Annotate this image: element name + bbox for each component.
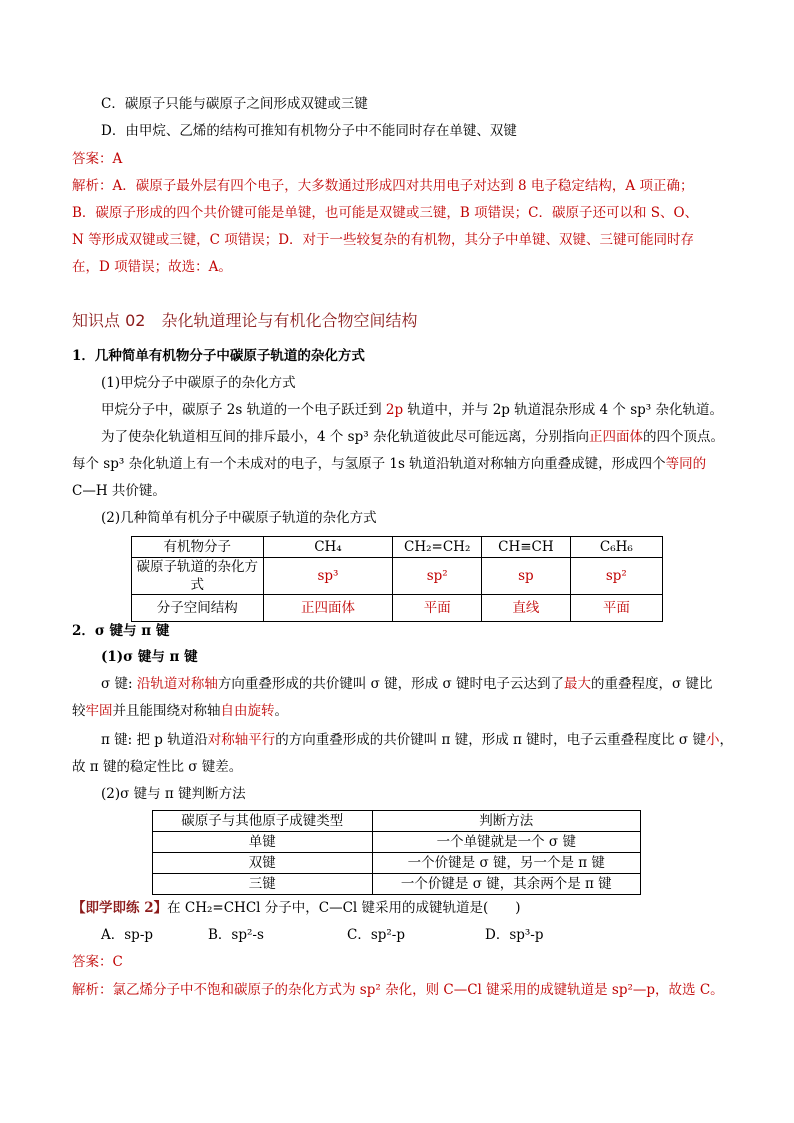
subheading-2-1: (1)σ 键与 π 键 xyxy=(101,649,198,665)
table-cell: sp² xyxy=(570,558,662,595)
pi-paragraph-1: π 键: 把 p 轨道沿对称轴平行的方向重叠形成的共价键叫 π 键，形成 π 键时，电子云重叠程度比 σ 键小， xyxy=(101,732,733,748)
table-row xyxy=(153,832,641,853)
option-c: C．碳原子只能与碳原子之间形成双键或三键 xyxy=(101,96,368,112)
table-cell: CH≡CH xyxy=(482,537,571,558)
analysis-line-2: B．碳原子形成的四个共价键可能是单键，也可能是双键或三键，B 项错误；C．碳原子还可以和 S、O、 xyxy=(72,205,699,221)
table-cell: 平面 xyxy=(570,595,662,622)
paragraph-methane-1: 甲烷分子中，碳原子 2s 轨道的一个电子跃迁到 2p 轨道中，并与 2p 轨道混杂形成 4 个 sp³ 杂化轨道。 xyxy=(101,402,723,418)
table-row xyxy=(132,537,663,558)
heading-2: 2．σ 键与 π 键 xyxy=(72,623,170,639)
option-d: D．由甲烷、乙烯的结构可推知有机物分子中不能同时存在单键、双键 xyxy=(101,123,517,139)
section-heading: 知识点 02 杂化轨道理论与有机化合物空间结构 xyxy=(72,311,418,330)
table-cell: 直线 xyxy=(482,595,571,622)
table-row xyxy=(153,811,641,832)
highlight-equivalent: 等同的 xyxy=(665,456,707,472)
table-cell: 判断方法 xyxy=(372,811,640,832)
table-cell: 平面 xyxy=(393,595,482,622)
practice-question: 【即学即练 2】在 CH₂=CHCl 分子中，C—Cl 键采用的成键轨道是( ) xyxy=(72,900,521,916)
table-row xyxy=(132,558,663,595)
table-cell: sp² xyxy=(393,558,482,595)
table-cell: 碳原子轨道的杂化方式 xyxy=(132,558,264,595)
heading-1: 1．几种简单有机物分子中碳原子轨道的杂化方式 xyxy=(72,348,365,364)
table-row xyxy=(132,595,663,622)
table-cell: 有机物分子 xyxy=(132,537,264,558)
paragraph-methane-2: 为了使杂化轨道相互间的排斥最小，4 个 sp³ 杂化轨道彼此尽可能远离，分别指向正四面体的四个顶点。 xyxy=(101,429,724,445)
subheading-2-2: (2)σ 键与 π 键判断方法 xyxy=(101,786,246,802)
table-cell: 一个价键是 σ 键，另一个是 π 键 xyxy=(372,853,640,874)
paragraph-methane-3: 每个 sp³ 杂化轨道上有一个未成对的电子，与氢原子 1s 轨道沿轨道对称轴方向重叠成键，形成四个等同的 xyxy=(72,456,707,472)
table-cell: 单键 xyxy=(153,832,373,853)
table-row xyxy=(153,853,641,874)
practice-option-a: A．sp-p xyxy=(101,927,154,943)
sigma-paragraph-1: σ 键: 沿轨道对称轴方向重叠形成的共价键叫 σ 键，形成 σ 键时电子云达到了最大的重叠程度，σ 键比 xyxy=(101,676,713,692)
highlight-tetrahedron: 正四面体 xyxy=(588,429,643,445)
practice-option-c: C．sp²-p xyxy=(347,927,406,943)
highlight-2p: 2p xyxy=(385,402,404,418)
table-cell: CH₂=CH₂ xyxy=(393,537,482,558)
practice-tag: 【即学即练 2】 xyxy=(72,900,168,916)
practice-option-d: D．sp³-p xyxy=(485,927,544,943)
table-cell: CH₄ xyxy=(263,537,393,558)
practice-analysis: 解析：氯乙烯分子中不饱和碳原子的杂化方式为 sp² 杂化，则 C—Cl 键采用的成键轨道是 sp²—p，故选 C。 xyxy=(72,982,724,998)
table-cell: 碳原子与其他原子成键类型 xyxy=(153,811,373,832)
analysis-line-4: 在，D 项错误；故选：A。 xyxy=(72,259,232,275)
table-cell: 一个单键就是一个 σ 键 xyxy=(372,832,640,853)
sigma-paragraph-2: 较牢固并且能围绕对称轴自由旋转。 xyxy=(72,703,288,719)
practice-option-b: B．sp²-s xyxy=(208,927,264,943)
table-cell: C₆H₆ xyxy=(570,537,662,558)
table-cell: 三键 xyxy=(153,874,373,895)
analysis-line-1: 解析：A．碳原子最外层有四个电子，大多数通过形成四对共用电子对达到 8 电子稳定结构，A 项正确； xyxy=(72,178,694,194)
subheading-1-2: (2)几种简单有机分子中碳原子轨道的杂化方式 xyxy=(101,510,377,526)
paragraph-methane-4: C—H 共价键。 xyxy=(72,483,166,499)
table-cell: 双键 xyxy=(153,853,373,874)
hybridization-table xyxy=(131,536,663,622)
answer-1: 答案：A xyxy=(72,151,123,167)
table-cell: sp³ xyxy=(263,558,393,595)
analysis-line-3: N 等形成双键或三键，C 项错误；D．对于一些较复杂的有机物，其分子中单键、双键、三键可能同时存 xyxy=(72,232,695,248)
table-cell: sp xyxy=(482,558,571,595)
pi-paragraph-2: 故 π 键的稳定性比 σ 键差。 xyxy=(72,759,243,775)
table-row xyxy=(153,874,641,895)
bond-type-table xyxy=(152,810,641,895)
subheading-1-1: (1)甲烷分子中碳原子的杂化方式 xyxy=(101,375,296,391)
table-cell: 一个价键是 σ 键，其余两个是 π 键 xyxy=(372,874,640,895)
table-cell: 正四面体 xyxy=(263,595,393,622)
practice-answer: 答案：C xyxy=(72,954,123,970)
table-cell: 分子空间结构 xyxy=(132,595,264,622)
